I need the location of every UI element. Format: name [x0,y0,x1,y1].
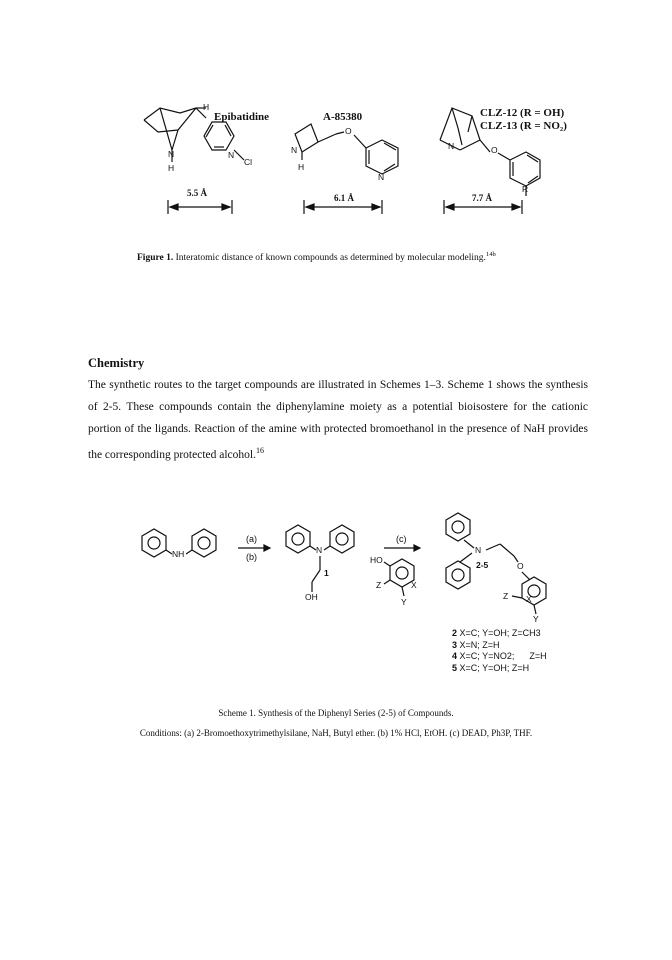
chemistry-heading: Chemistry [88,356,145,370]
legend-desc: X=C; Y=OH; Z=H [459,662,530,673]
epibatidine-h-top: H [203,102,210,112]
epibatidine-distance: 5.5 Å [187,188,207,198]
product-compound-range: 2-5 [476,560,489,570]
product-x: X [526,594,532,604]
a-85380-label: A-85380 [323,111,363,123]
a-85380-n: N [291,145,298,155]
a-85380-distance: 6.1 Å [334,193,354,203]
legend-item [452,663,547,675]
reagent-y: Y [401,597,407,607]
compound-1-n: N [316,545,323,555]
epibatidine-cl: Cl [244,157,253,167]
arrow-ab [238,545,270,551]
product-z: Z [503,591,509,601]
figure-1-caption-ref: 14b [485,251,496,258]
legend-item [452,628,547,640]
figure-1-caption-text: Interatomic distance of known compounds as determined by molecular modeling. [175,253,486,264]
legend-number: 2 [452,628,458,638]
legend-item [452,651,547,663]
legend-number: 4 [452,651,458,661]
clz-n: N [448,141,455,151]
compound-legend [452,628,547,674]
reagent-ho: HO [370,555,383,565]
clz-o: O [491,145,498,155]
arrow-c [384,545,420,551]
compound-1-number: 1 [324,568,329,578]
scheme-1-caption: Scheme 1. Synthesis of the Diphenyl Series (2-5) of Compounds. [218,708,454,718]
legend-number: 5 [452,662,458,673]
step-b-label: (b) [246,552,257,562]
clz-13-label: CLZ-13 (R = NO₂) [480,120,567,132]
reagent-x: X [411,580,417,590]
product-n: N [475,545,482,555]
epibatidine-label: Epibatidine [214,111,270,123]
clz-r: R [522,184,529,194]
a-85380-o: O [345,126,352,136]
legend-desc: X=N; Z=H [459,639,500,650]
chemistry-ref: 16 [255,446,265,455]
clz-distance: 7.7 Å [472,193,492,203]
figure-1-caption-label: Figure 1. [137,253,174,264]
epibatidine-n: N [168,149,175,159]
chemistry-text: The synthetic routes to the target compounds are illustrated in Schemes 1–3. Scheme 1 shows the synthesis of 2-5. These compounds contain the diphenylamine moiety as a potential bioisostere for the cationic portion of the ligands. Reaction of the amine with protected bromoethanol in the presence of NaH provides the corresponding protected alcohol. [88,379,588,461]
step-c-label: (c) [396,534,407,544]
reagent-z: Z [376,580,382,590]
clz-12-label: CLZ-12 (R = OH) [480,107,565,119]
legend-desc: X=C; Y=OH; Z=CH3 [459,628,541,638]
legend-desc: X=C; Y=NO2; Z=H [459,651,547,661]
phenol-reagent-structure [384,559,414,596]
a-85380-ring-n: N [378,172,385,182]
legend-number: 3 [452,639,458,650]
legend-item [452,640,547,652]
product-o: O [517,561,524,571]
scheme-1-conditions: Conditions: (a) 2-Bromoethoxytrimethylsilane, NaH, Butyl ether. (b) 1% HCl, EtOH. (c) DEAD, Ph3P, THF. [139,728,533,738]
diphenylamine-nh: NH [172,549,185,559]
epibatidine-ring-n: N [228,150,235,160]
compound-1-structure [286,525,354,592]
epibatidine-h-bottom: H [168,163,175,173]
step-a-label: (a) [246,534,257,544]
a-85380-h: H [298,162,305,172]
product-y: Y [533,614,539,624]
compound-1-oh: OH [305,592,318,602]
